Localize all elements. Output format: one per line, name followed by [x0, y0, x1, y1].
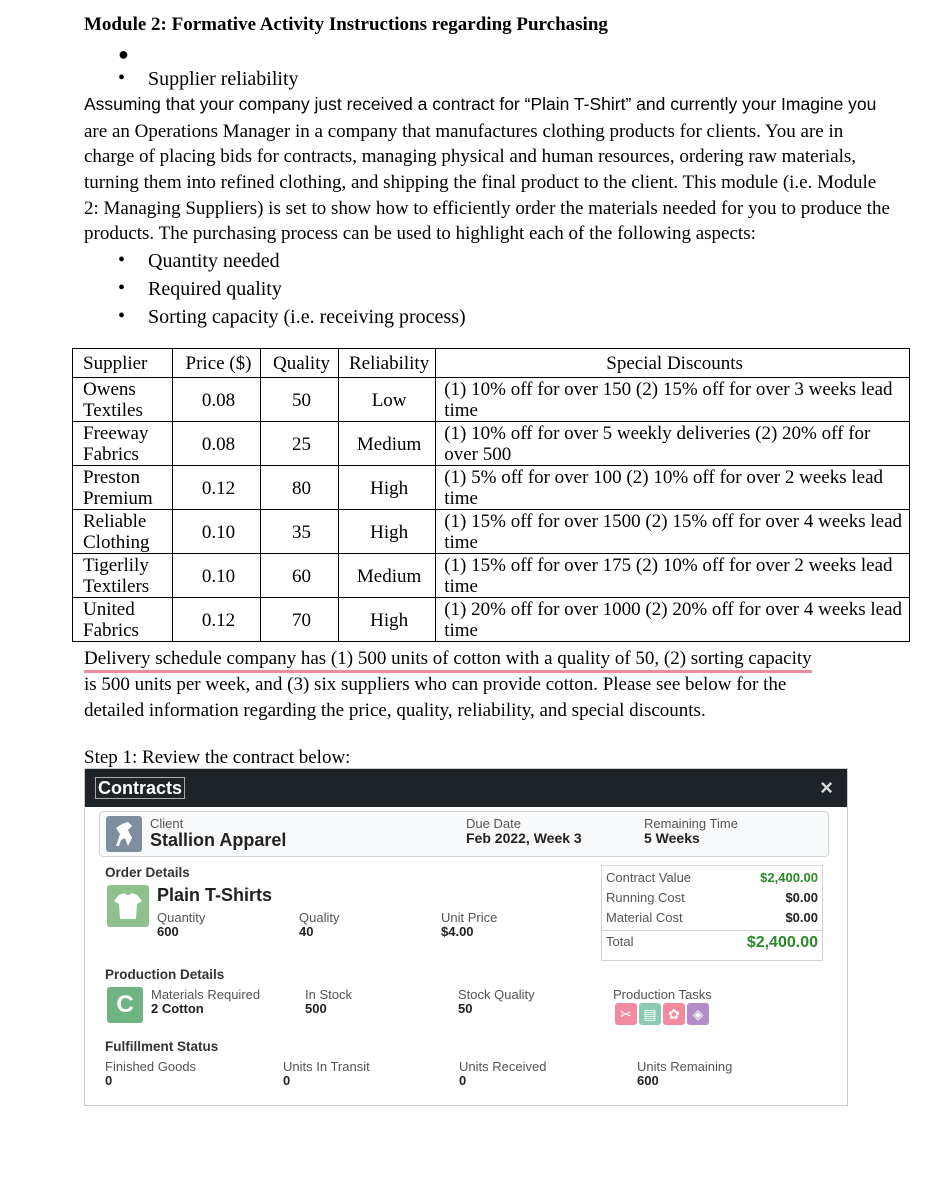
cell-reliability: High: [339, 510, 436, 554]
contracts-panel: [84, 768, 848, 1106]
cell-discount: (1) 15% off for over 1500 (2) 15% off for over 4 weeks lead time: [436, 510, 910, 554]
document-title: Module 2: Formative Activity Instructions regarding Purchasing: [84, 14, 608, 35]
cell-reliability: Low: [339, 378, 436, 422]
contract-value: $2,400.00: [760, 870, 818, 885]
unit-price-label: Unit Price: [441, 910, 498, 925]
aspect-text: Quantity needed: [148, 250, 280, 272]
stock-quality-label: Stock Quality: [458, 987, 535, 1002]
panel-header: [85, 769, 847, 807]
bullet-dot: •: [118, 305, 126, 327]
cell-price: 0.10: [173, 554, 261, 598]
order-details-heading: Order Details: [105, 865, 190, 880]
contract-value-label: Contract Value: [606, 870, 692, 885]
col-supplier: Supplier: [73, 349, 173, 378]
cell-price: 0.12: [173, 598, 261, 642]
cell-supplier: Reliable Clothing: [73, 510, 173, 554]
cell-quality: 25: [261, 422, 339, 466]
material-cost-label: Material Cost: [606, 910, 683, 925]
cell-reliability: High: [339, 598, 436, 642]
cell-price: 0.12: [173, 466, 261, 510]
material-cost: $0.00: [785, 910, 818, 925]
unit-price-value: $4.00: [441, 924, 474, 939]
aspect-text: Required quality: [148, 278, 282, 300]
summary-divider: [602, 930, 822, 931]
total-label: Total: [606, 934, 634, 949]
cell-discount: (1) 10% off for over 150 (2) 15% off for over 3 weeks lead time: [436, 378, 910, 422]
para-line-1: Assuming that your company just received a contract for “Plain T-Shirt” and currently your Imagine you: [84, 94, 877, 114]
fulfillment-status-heading: Fulfillment Status: [105, 1039, 219, 1054]
contract-value-row: [606, 870, 818, 885]
cell-reliability: Medium: [339, 554, 436, 598]
col-price: Price ($): [173, 349, 261, 378]
step1-heading: Step 1: Review the contract below:: [84, 747, 351, 768]
para-line-3: charge of placing bids for contracts, managing physical and human resources, ordering raw materials,: [84, 146, 857, 167]
remaining-time-label: Remaining Time: [644, 816, 738, 831]
delivery-line-3: detailed information regarding the price, quality, reliability, and special discounts.: [84, 700, 706, 721]
bullet-dot: •: [118, 277, 126, 299]
cell-quality: 35: [261, 510, 339, 554]
remaining-time: 5 Weeks: [644, 830, 700, 846]
cell-supplier: United Fabrics: [73, 598, 173, 642]
units-remaining-label: Units Remaining: [637, 1059, 733, 1074]
printing-task-icon[interactable]: ✿: [663, 1003, 685, 1025]
cell-price: 0.10: [173, 510, 261, 554]
production-details-heading: Production Details: [105, 967, 225, 982]
col-discounts: Special Discounts: [436, 349, 910, 378]
table-row: [73, 598, 910, 642]
aspect-text: Sorting capacity (i.e. receiving process): [148, 306, 466, 328]
col-reliability: Reliability: [339, 349, 436, 378]
cell-supplier: Preston Premium: [73, 466, 173, 510]
table-row: [73, 422, 910, 466]
para-line-2: are an Operations Manager in a company that manufactures clothing products for clients. You are in: [84, 121, 844, 142]
table-row: [73, 554, 910, 598]
cell-quality: 80: [261, 466, 339, 510]
running-cost: $0.00: [785, 890, 818, 905]
aspect-item: [118, 305, 466, 329]
para-line-6: products. The purchasing process can be used to highlight each of the following aspects:: [84, 223, 756, 244]
panel-title: Contracts: [95, 777, 185, 799]
close-icon[interactable]: ×: [820, 775, 833, 800]
units-remaining: 600: [637, 1073, 659, 1088]
due-date-label: Due Date: [466, 816, 521, 831]
cell-discount: (1) 15% off for over 175 (2) 10% off for over 2 weeks lead time: [436, 554, 910, 598]
cotton-material-icon: C: [107, 987, 143, 1023]
cell-price: 0.08: [173, 378, 261, 422]
materials-required: 2 Cotton: [151, 1001, 204, 1016]
table-row: [73, 510, 910, 554]
delivery-line-2: is 500 units per week, and (3) six suppliers who can provide cotton. Please see below for the: [84, 674, 787, 695]
total-row: [606, 934, 818, 949]
horse-logo-icon: [106, 816, 142, 852]
packaging-task-icon[interactable]: ◈: [687, 1003, 709, 1025]
col-quality: Quality: [261, 349, 339, 378]
cell-quality: 70: [261, 598, 339, 642]
quality-label: Quality: [299, 910, 340, 925]
client-card: [99, 811, 829, 857]
production-tasks-label: Production Tasks: [613, 987, 712, 1002]
client-name: Stallion Apparel: [150, 830, 287, 850]
cutting-task-icon[interactable]: ✂: [615, 1003, 637, 1025]
bullet-text: Supplier reliability: [148, 68, 299, 90]
para-line-5: 2: Managing Suppliers) is set to show how to efficiently order the materials needed for you to produce the: [84, 198, 890, 219]
in-stock-label: In Stock: [305, 987, 352, 1002]
materials-required-label: Materials Required: [151, 987, 261, 1002]
cell-discount: (1) 5% off for over 100 (2) 10% off for over 2 weeks lead time: [436, 466, 910, 510]
client-label: Client: [150, 816, 184, 831]
cell-quality: 60: [261, 554, 339, 598]
para-line-4: turning them into refined clothing, and shipping the final product to the client. This module (i.e. Module: [84, 172, 877, 193]
contract-summary: [601, 865, 823, 961]
cell-quality: 50: [261, 378, 339, 422]
table-header-row: [73, 349, 910, 378]
cell-supplier: Freeway Fabrics: [73, 422, 173, 466]
empty-bullet: ●: [118, 44, 129, 64]
aspect-item: [118, 277, 282, 301]
quantity-label: Quantity: [157, 910, 206, 925]
units-in-transit: 0: [283, 1073, 291, 1088]
due-date: Feb 2022, Week 3: [466, 830, 582, 846]
cell-supplier: Tigerlily Textilers: [73, 554, 173, 598]
supplier-table: [72, 348, 910, 642]
product-name: Plain T-Shirts: [157, 885, 273, 905]
cell-discount: (1) 10% off for over 5 weekly deliveries (2) 20% off for over 500: [436, 422, 910, 466]
quality-value: 40: [299, 924, 314, 939]
cell-price: 0.08: [173, 422, 261, 466]
running-cost-row: [606, 890, 818, 905]
bullet-dot: •: [118, 249, 126, 271]
table-row: [73, 466, 910, 510]
sewing-task-icon[interactable]: ▤: [639, 1003, 661, 1025]
tshirt-icon: [107, 885, 149, 927]
cell-reliability: High: [339, 466, 436, 510]
running-cost-label: Running Cost: [606, 890, 685, 905]
delivery-line-1: Delivery schedule company has (1) 500 units of cotton with a quality of 50, (2) sorting capacity: [84, 648, 812, 673]
aspect-item: [118, 249, 280, 273]
bullet-supplier-reliability: [118, 67, 299, 91]
total-value: $2,400.00: [746, 934, 818, 951]
units-received-label: Units Received: [459, 1059, 547, 1074]
stock-quality: 50: [458, 1001, 473, 1016]
cell-supplier: Owens Textiles: [73, 378, 173, 422]
material-cost-row: [606, 910, 818, 925]
bullet-dot: •: [118, 67, 126, 89]
cell-discount: (1) 20% off for over 1000 (2) 20% off for over 4 weeks lead time: [436, 598, 910, 642]
finished-goods-label: Finished Goods: [105, 1059, 197, 1074]
in-stock: 500: [305, 1001, 327, 1016]
table-row: [73, 378, 910, 422]
units-in-transit-label: Units In Transit: [283, 1059, 370, 1074]
cell-reliability: Medium: [339, 422, 436, 466]
quantity-value: 600: [157, 924, 179, 939]
finished-goods: 0: [105, 1073, 113, 1088]
units-received: 0: [459, 1073, 467, 1088]
